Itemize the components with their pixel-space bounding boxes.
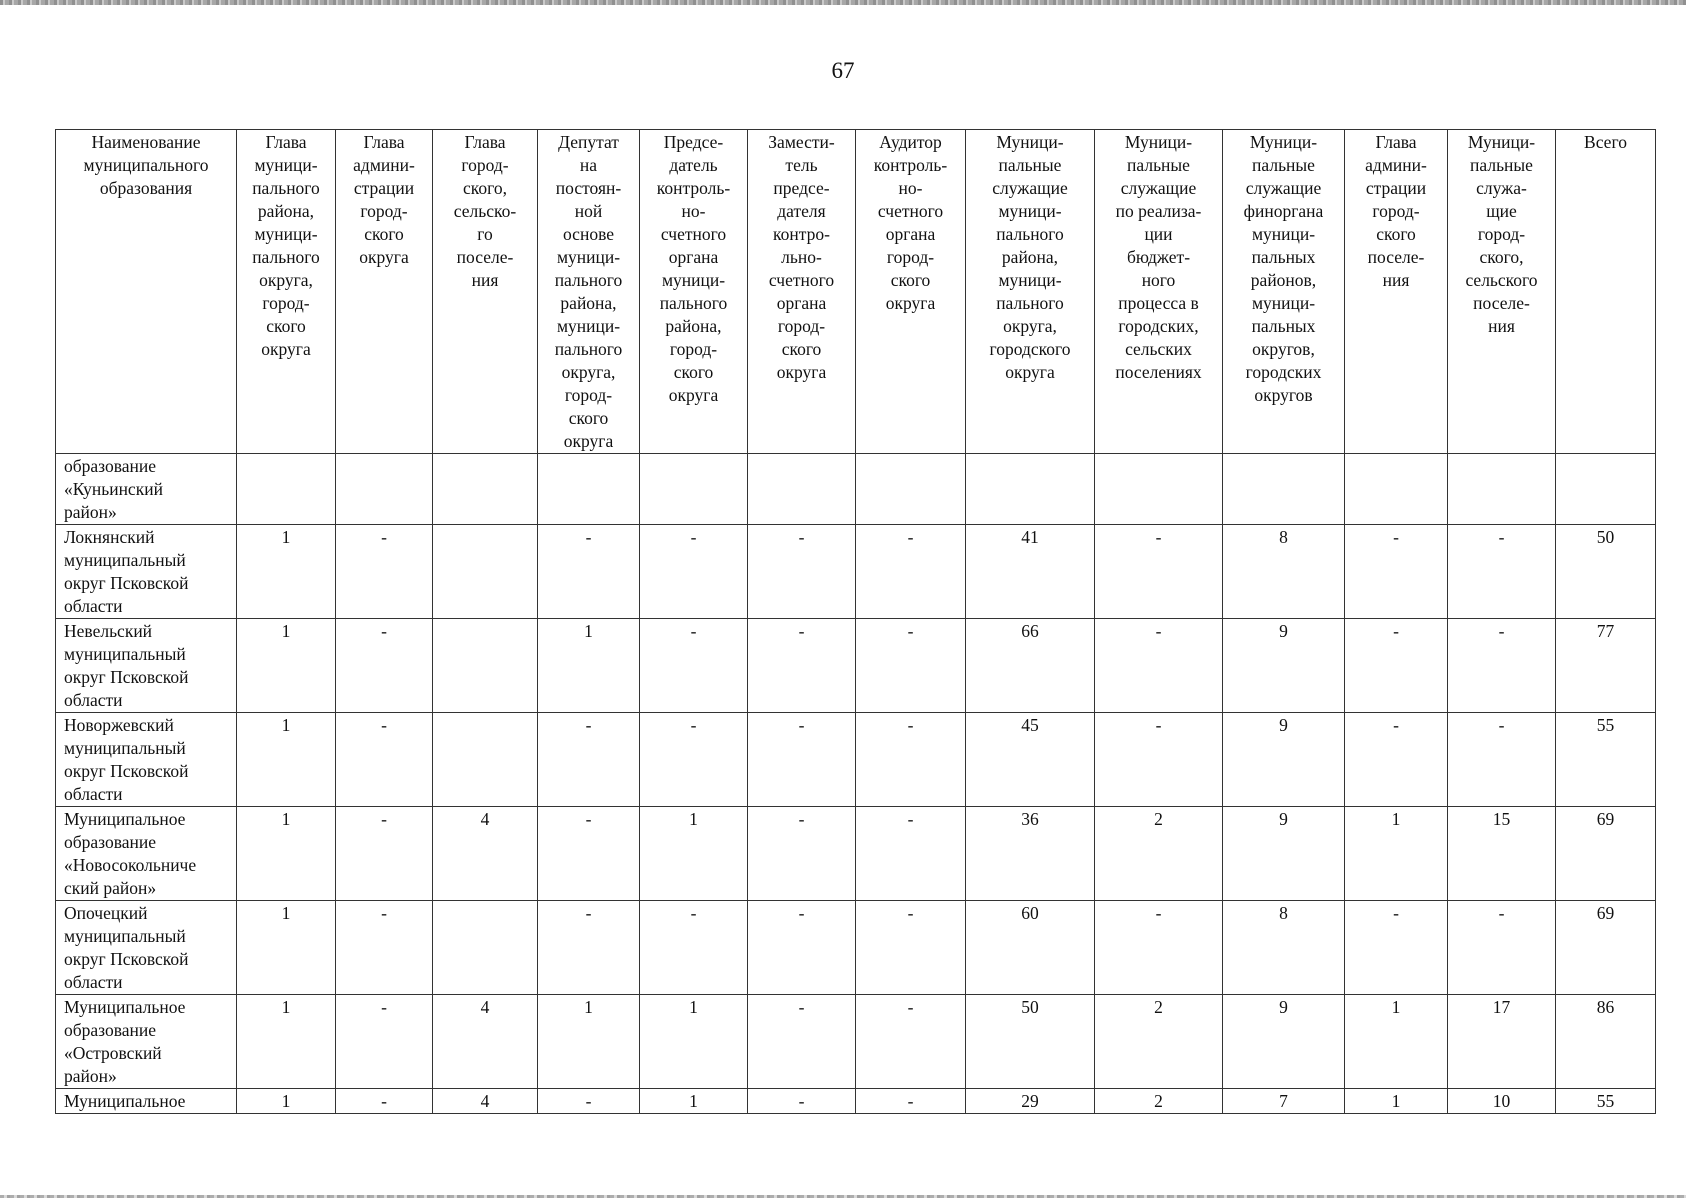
value-cell-col-1: 1 [237,995,336,1089]
value-cell-col-4: - [538,1089,640,1114]
value-cell-col-2: - [336,619,433,713]
column-header-10: Муници- пальные служащие финоргана муници- пальных районов, муници- пальных округов, городских округов [1223,130,1345,454]
table-row [56,901,1656,995]
value-cell-col-8: 29 [966,1089,1095,1114]
municipality-name-cell: Муниципальное образование «Новосокольниче ский район» [56,807,237,901]
value-cell-col-12: - [1448,713,1556,807]
value-cell-col-10: 7 [1223,1089,1345,1114]
value-cell-col-1: 1 [237,713,336,807]
table-row [56,807,1656,901]
value-cell-col-5 [640,454,748,525]
value-cell-col-5: - [640,713,748,807]
value-cell-col-1: 1 [237,1089,336,1114]
value-cell-col-7: - [856,619,966,713]
staff-table-container [55,129,1655,1114]
table-row [56,619,1656,713]
column-header-8: Муници- пальные служащие муници- пального района, муници- пального округа, городского округа [966,130,1095,454]
column-header-11: Глава админи- страции город- ского поселе- ния [1345,130,1448,454]
value-cell-col-10: 9 [1223,807,1345,901]
value-cell-col-3: 4 [433,807,538,901]
value-cell-col-13: 55 [1556,713,1656,807]
value-cell-col-10: 8 [1223,901,1345,995]
table-row [56,1089,1656,1114]
municipality-name-cell: образование «Куньинский район» [56,454,237,525]
column-header-1: Глава муници- пального района, муници- пального округа, город- ского округа [237,130,336,454]
value-cell-col-11: - [1345,713,1448,807]
value-cell-col-8: 50 [966,995,1095,1089]
value-cell-col-5: 1 [640,995,748,1089]
column-header-9: Муници- пальные служащие по реализа- ции бюджет- ного процесса в городских, сельских поселениях [1095,130,1223,454]
value-cell-col-3 [433,619,538,713]
value-cell-col-7 [856,454,966,525]
scan-edge-bottom [0,1195,1686,1198]
value-cell-col-5: 1 [640,1089,748,1114]
value-cell-col-6: - [748,807,856,901]
value-cell-col-8: 41 [966,525,1095,619]
municipality-name-cell: Муниципальное [56,1089,237,1114]
column-header-0: Наименование муниципального образования [56,130,237,454]
value-cell-col-12: - [1448,619,1556,713]
value-cell-col-4: - [538,713,640,807]
value-cell-col-10 [1223,454,1345,525]
value-cell-col-2: - [336,995,433,1089]
value-cell-col-9: - [1095,713,1223,807]
value-cell-col-8: 36 [966,807,1095,901]
value-cell-col-5: 1 [640,807,748,901]
value-cell-col-6: - [748,713,856,807]
value-cell-col-11: 1 [1345,807,1448,901]
value-cell-col-13: 69 [1556,901,1656,995]
value-cell-col-11: - [1345,525,1448,619]
municipality-name-cell: Невельский муниципальный округ Псковской области [56,619,237,713]
value-cell-col-12: - [1448,525,1556,619]
value-cell-col-13: 55 [1556,1089,1656,1114]
value-cell-col-2 [336,454,433,525]
value-cell-col-12 [1448,454,1556,525]
column-header-4: Депутат на постоян- ной основе муници- пального района, муници- пального округа, город- ского округа [538,130,640,454]
value-cell-col-13: 86 [1556,995,1656,1089]
value-cell-col-10: 8 [1223,525,1345,619]
column-header-3: Глава город- ского, сельско- го поселе- ния [433,130,538,454]
municipality-name-cell: Локнянский муниципальный округ Псковской области [56,525,237,619]
column-header-7: Аудитор контроль- но- счетного органа город- ского округа [856,130,966,454]
value-cell-col-4: 1 [538,619,640,713]
municipality-name-cell: Опочецкий муниципальный округ Псковской области [56,901,237,995]
value-cell-col-11 [1345,454,1448,525]
value-cell-col-2: - [336,713,433,807]
value-cell-col-13: 69 [1556,807,1656,901]
value-cell-col-8: 60 [966,901,1095,995]
table-body [56,454,1656,1114]
value-cell-col-3 [433,454,538,525]
value-cell-col-12: 15 [1448,807,1556,901]
value-cell-col-1: 1 [237,807,336,901]
table-row [56,713,1656,807]
value-cell-col-6: - [748,995,856,1089]
value-cell-col-11: 1 [1345,1089,1448,1114]
value-cell-col-8: 45 [966,713,1095,807]
column-header-5: Предсе- датель контроль- но- счетного органа муници- пального района, город- ского округа [640,130,748,454]
value-cell-col-5: - [640,619,748,713]
value-cell-col-9 [1095,454,1223,525]
value-cell-col-9: - [1095,619,1223,713]
value-cell-col-6: - [748,525,856,619]
value-cell-col-7: - [856,901,966,995]
value-cell-col-2: - [336,1089,433,1114]
value-cell-col-3: 4 [433,995,538,1089]
value-cell-col-2: - [336,901,433,995]
value-cell-col-2: - [336,525,433,619]
value-cell-col-4 [538,454,640,525]
column-header-12: Муници- пальные служа- щие город- ского, сельского поселе- ния [1448,130,1556,454]
value-cell-col-1 [237,454,336,525]
value-cell-col-8: 66 [966,619,1095,713]
value-cell-col-6: - [748,1089,856,1114]
value-cell-col-7: - [856,807,966,901]
value-cell-col-3 [433,901,538,995]
value-cell-col-8 [966,454,1095,525]
value-cell-col-11: - [1345,619,1448,713]
scan-edge-top [0,0,1686,5]
value-cell-col-3: 4 [433,1089,538,1114]
value-cell-col-9: 2 [1095,995,1223,1089]
column-header-13: Всего [1556,130,1656,454]
value-cell-col-3 [433,713,538,807]
value-cell-col-11: - [1345,901,1448,995]
value-cell-col-7: - [856,713,966,807]
value-cell-col-13: 77 [1556,619,1656,713]
value-cell-col-1: 1 [237,525,336,619]
value-cell-col-12: 17 [1448,995,1556,1089]
value-cell-col-5: - [640,901,748,995]
value-cell-col-4: - [538,807,640,901]
value-cell-col-11: 1 [1345,995,1448,1089]
value-cell-col-6: - [748,901,856,995]
value-cell-col-1: 1 [237,901,336,995]
column-header-6: Замести- тель предсе- дателя контро- льно- счетного органа город- ского округа [748,130,856,454]
staff-table [55,129,1656,1114]
value-cell-col-7: - [856,995,966,1089]
value-cell-col-9: 2 [1095,1089,1223,1114]
table-row [56,454,1656,525]
value-cell-col-3 [433,525,538,619]
value-cell-col-2: - [336,807,433,901]
table-row [56,525,1656,619]
table-row [56,995,1656,1089]
value-cell-col-4: - [538,901,640,995]
value-cell-col-7: - [856,525,966,619]
value-cell-col-13 [1556,454,1656,525]
value-cell-col-5: - [640,525,748,619]
value-cell-col-9: - [1095,901,1223,995]
page-number: 67 [831,58,855,83]
value-cell-col-4: 1 [538,995,640,1089]
value-cell-col-7: - [856,1089,966,1114]
header-row [56,130,1656,454]
value-cell-col-6 [748,454,856,525]
value-cell-col-4: - [538,525,640,619]
column-header-2: Глава админи- страции город- ского округа [336,130,433,454]
value-cell-col-1: 1 [237,619,336,713]
municipality-name-cell: Новоржевский муниципальный округ Псковской области [56,713,237,807]
municipality-name-cell: Муниципальное образование «Островский район» [56,995,237,1089]
value-cell-col-6: - [748,619,856,713]
value-cell-col-9: - [1095,525,1223,619]
value-cell-col-10: 9 [1223,619,1345,713]
value-cell-col-12: 10 [1448,1089,1556,1114]
value-cell-col-10: 9 [1223,995,1345,1089]
value-cell-col-9: 2 [1095,807,1223,901]
value-cell-col-12: - [1448,901,1556,995]
value-cell-col-10: 9 [1223,713,1345,807]
value-cell-col-13: 50 [1556,525,1656,619]
